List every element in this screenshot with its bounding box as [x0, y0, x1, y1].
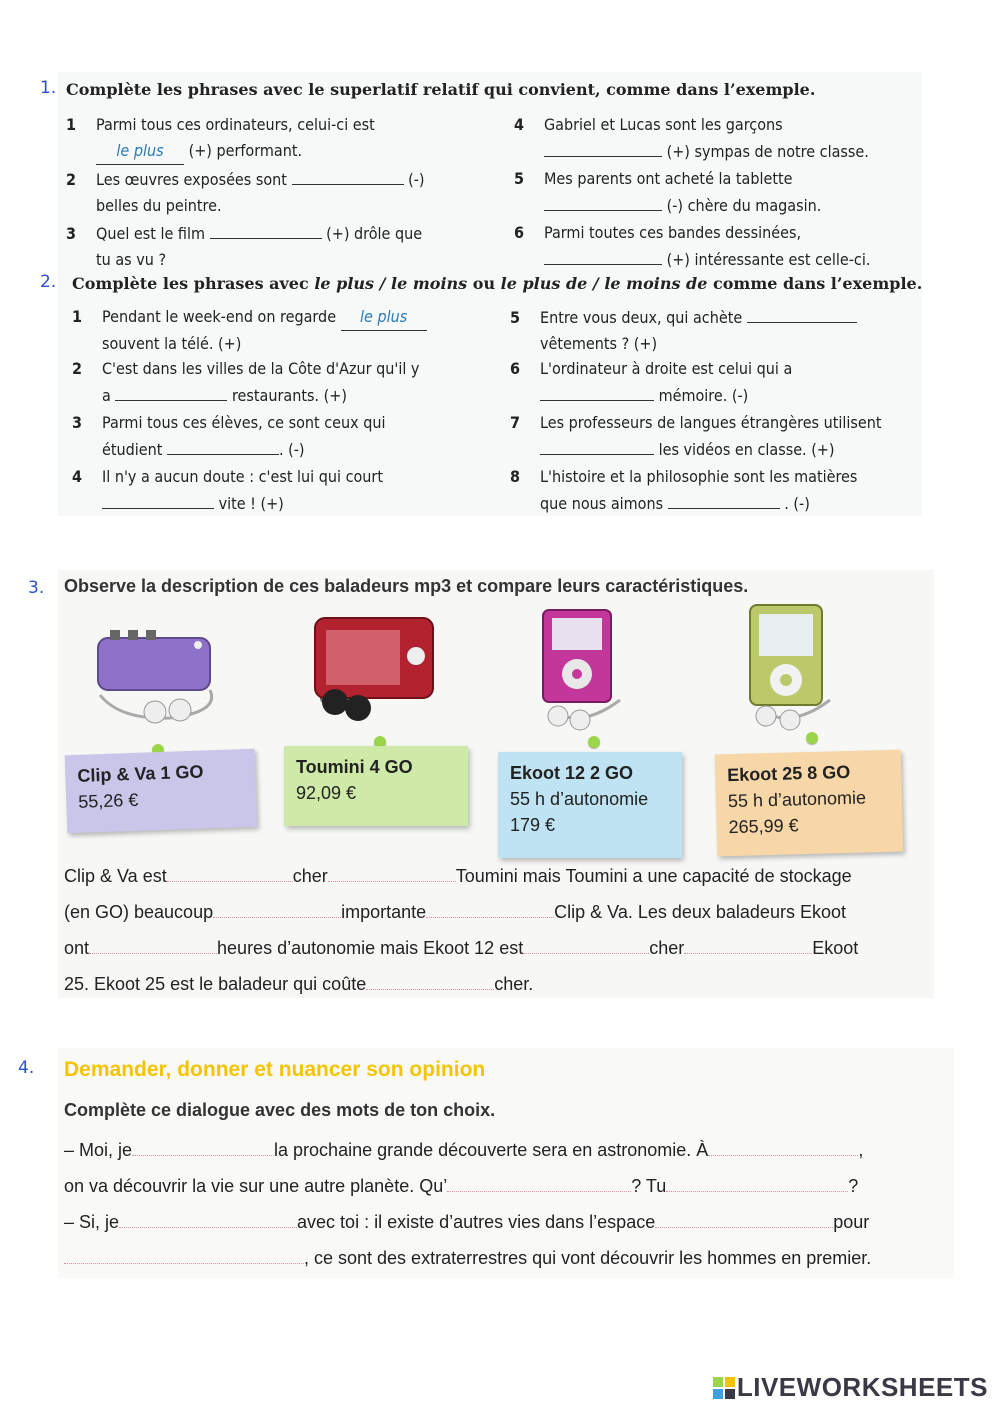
ex1-item-6-blank[interactable] — [544, 246, 662, 265]
ekoot-25-player-icon — [750, 605, 830, 730]
ex2-item-7: 7 Les professeurs de langues étrangères utilisent les vidéos en classe. (+) — [510, 413, 882, 459]
ex2-item-3: 3 Parmi tous ces élèves, ce sont ceux qui étudient . (-) — [72, 413, 386, 459]
ex1-item-6: 6 Parmi toutes ces bandes dessinées, (+) intéressante est celle-ci. — [514, 223, 871, 269]
ex1-item-1: 1 Parmi tous ces ordinateurs, celui-ci est le plus (+) performant. — [66, 112, 375, 165]
ex4-blank[interactable] — [666, 1175, 848, 1192]
ex2-item-6: 6 L'ordinateur à droite est celui qui a mémoire. (-) — [510, 359, 793, 405]
ex1-item-3: 3 Quel est le film (+) drôle que tu as vu ? — [66, 220, 422, 273]
ex4-blank[interactable] — [655, 1211, 833, 1228]
exercise-2-title: Complète les phrases avec le plus / le moins ou le plus de / le moins de comme dans l’exemple. — [72, 274, 923, 293]
ex3-blank[interactable] — [328, 865, 456, 882]
note-ekoot-25: Ekoot 25 8 GO 55 h d’autonomie 265,99 € — [715, 750, 904, 857]
exercise-1-title: Complète les phrases avec le superlatif relatif qui convient, comme dans l’exemple. — [66, 80, 816, 99]
ex3-blank[interactable] — [426, 901, 554, 918]
liveworksheets-logo-text: LIVEWORKSHEETS — [736, 1372, 988, 1402]
exercise-1-number: 1. — [40, 78, 57, 98]
ex1-item-5: 5 Mes parents ont acheté la tablette (-) chère du magasin. — [514, 169, 822, 215]
exercise-3-number: 3. — [28, 578, 45, 598]
note-ekoot-12: Ekoot 12 2 GO 55 h d’autonomie 179 € — [498, 752, 682, 858]
exercise-3-text: Clip & Va est cher Toumini mais Toumini a une capacité de stockage (en GO) beaucoup importante Clip & Va. Les deux baladeurs Ekoot ont heures d’autonomie mais Ekoot 12 est cher Ekoot 25. Ekoot 25 est le baladeur qui coûte cher. — [64, 866, 859, 994]
ex2-item-6-blank[interactable] — [540, 382, 654, 401]
ex2-item-2-blank[interactable] — [115, 382, 227, 401]
exercise-4-number: 4. — [18, 1058, 35, 1078]
ex3-blank[interactable] — [213, 901, 341, 918]
ex2-item-3-blank[interactable] — [167, 436, 279, 455]
ex4-blank[interactable] — [64, 1247, 304, 1264]
ex3-blank[interactable] — [684, 937, 812, 954]
ex2-item-1-answer[interactable]: le plus — [341, 304, 427, 331]
pin-icon — [806, 732, 818, 744]
liveworksheets-logo — [713, 1372, 988, 1403]
ex2-item-4: 4 Il n'y a aucun doute : c'est lui qui court vite ! (+) — [72, 467, 383, 513]
exercise-2-number: 2. — [40, 272, 57, 292]
mp3-players-illustration — [60, 600, 920, 745]
ex3-blank[interactable] — [366, 973, 494, 990]
ex2-item-8-blank[interactable] — [668, 490, 780, 509]
ekoot-12-player-icon — [543, 610, 620, 730]
ex2-item-2: 2 C'est dans les villes de la Côte d'Azur qu'il y a restaurants. (+) — [72, 359, 420, 405]
note-toumini: Toumini 4 GO 92,09 € — [284, 746, 468, 826]
ex4-blank[interactable] — [708, 1139, 858, 1156]
ex2-item-4-blank[interactable] — [102, 490, 214, 509]
ex1-item-4: 4 Gabriel et Lucas sont les garçons (+) sympas de notre classe. — [514, 115, 869, 161]
exercise-4-title: Complète ce dialogue avec des mots de ton choix. — [64, 1100, 496, 1120]
ex3-blank[interactable] — [167, 865, 293, 882]
ex2-item-7-blank[interactable] — [540, 436, 654, 455]
ex1-item-1-answer[interactable]: le plus — [96, 138, 184, 165]
exercise-4-heading: Demander, donner et nuancer son opinion — [64, 1058, 486, 1081]
liveworksheets-logo-icon — [713, 1377, 735, 1399]
ex4-blank[interactable] — [119, 1211, 297, 1228]
pin-icon — [588, 736, 600, 748]
toumini-player-icon — [315, 618, 433, 721]
ex3-blank[interactable] — [523, 937, 649, 954]
ex2-item-1: 1 Pendant le week-end on regarde le plus souvent la télé. (+) — [72, 304, 427, 357]
note-clip-va: Clip & Va 1 GO 55,26 € — [65, 749, 258, 834]
exercise-3-title: Observe la description de ces baladeurs mp3 et compare leurs caractéristiques. — [64, 576, 749, 596]
ex1-item-4-blank[interactable] — [544, 138, 662, 157]
ex1-item-5-blank[interactable] — [544, 192, 662, 211]
ex2-item-5: 5 Entre vous deux, qui achète vêtements ? (+) — [510, 304, 857, 357]
ex4-blank[interactable] — [132, 1139, 274, 1156]
ex2-item-5-blank[interactable] — [747, 304, 857, 323]
ex1-item-3-blank[interactable] — [210, 220, 322, 239]
ex1-item-2-blank[interactable] — [292, 166, 404, 185]
clip-va-player-icon — [98, 630, 212, 723]
ex4-blank[interactable] — [447, 1175, 631, 1192]
exercise-4-dialogue: – Moi, je la prochaine grande découverte sera en astronomie. À , on va découvrir la vie sur une autre planète. Qu’ ? Tu ? – Si, je avec toi : il existe d’autres vies dans l’espace pour , ce sont des extraterrestres qui vont découvrir les hommes en premier. — [64, 1140, 872, 1268]
ex3-blank[interactable] — [89, 937, 217, 954]
ex2-item-8: 8 L'histoire et la philosophie sont les matières que nous aimons . (-) — [510, 467, 858, 513]
ex1-item-2: 2 Les œuvres exposées sont (-) belles du peintre. — [66, 166, 425, 219]
